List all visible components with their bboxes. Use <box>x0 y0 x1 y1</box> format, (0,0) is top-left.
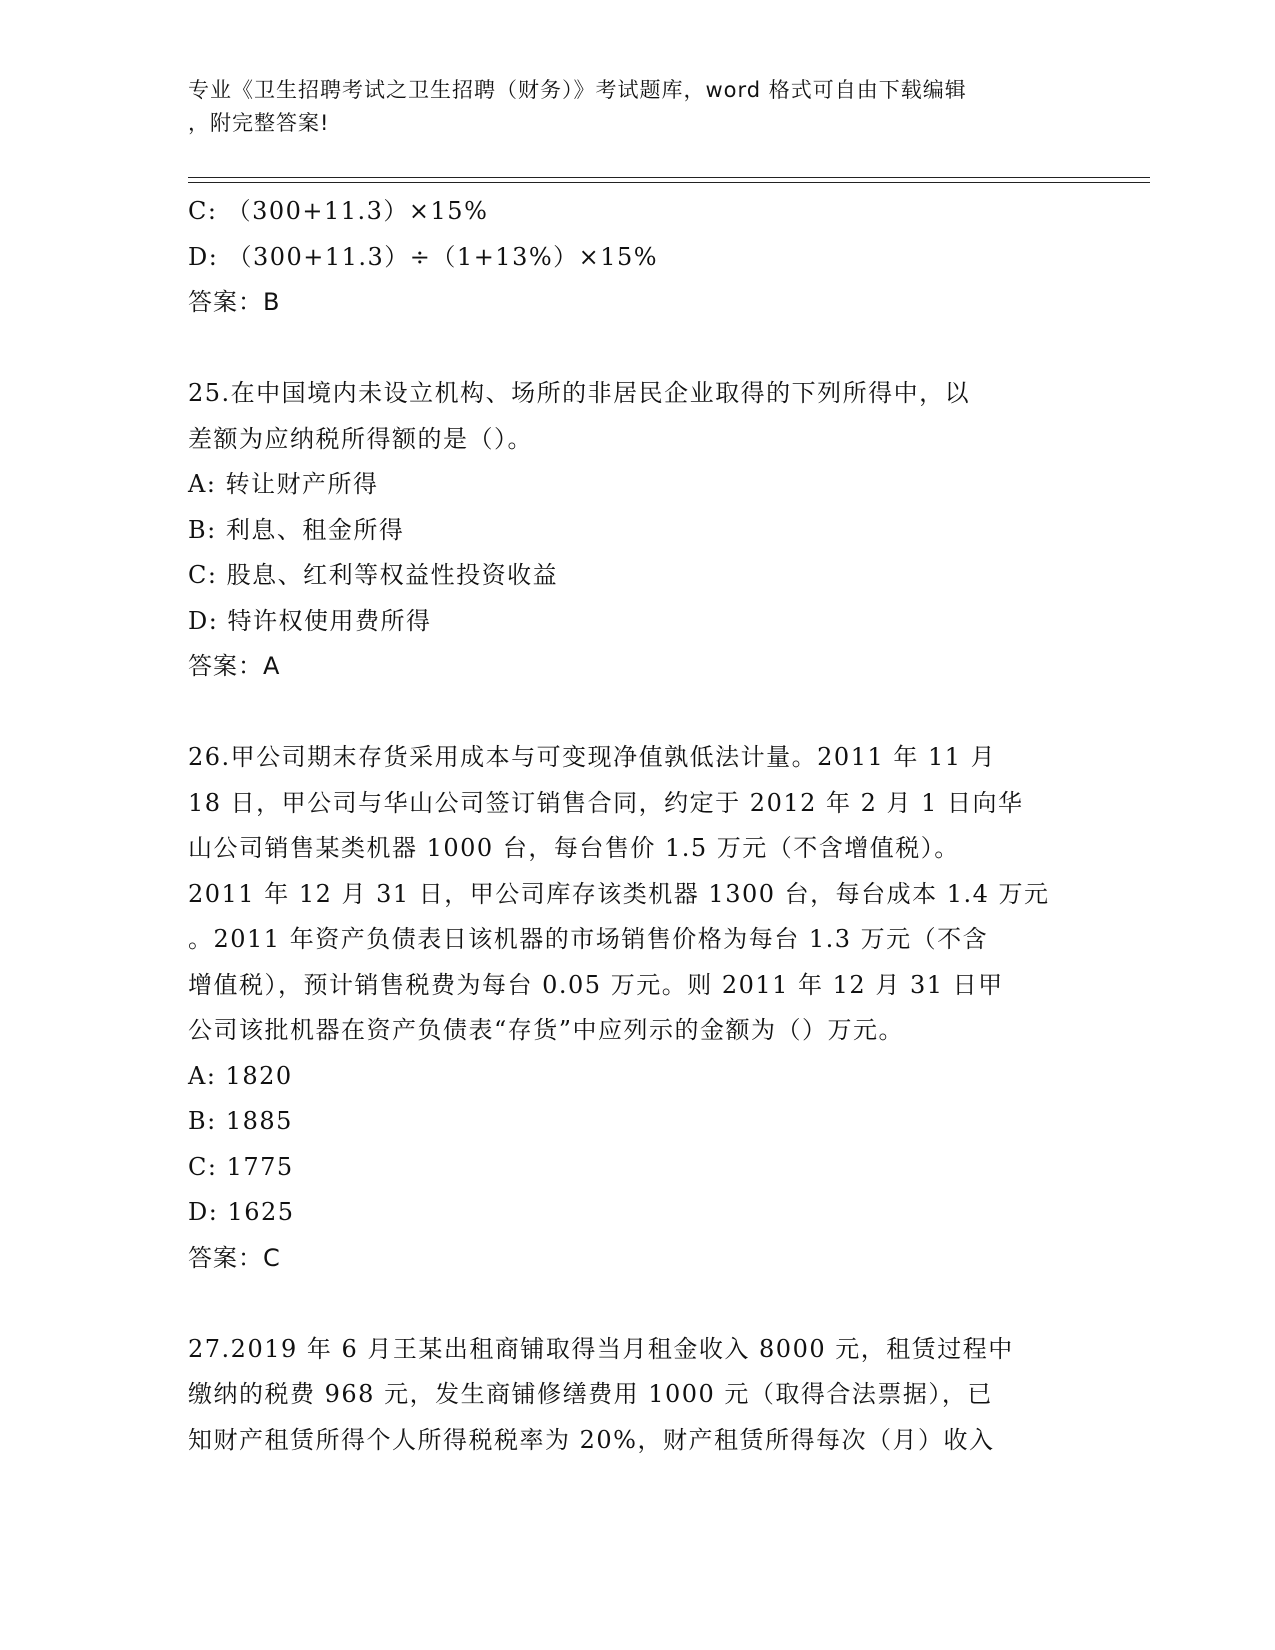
q26-option-a: A: 1820 <box>188 1061 293 1090</box>
header-divider-bottom <box>188 182 1150 183</box>
q27-stem-line-1: 27.2019 年 6 月王某出租商铺取得当月租金收入 8000 元，租赁过程中 <box>188 1334 1014 1363</box>
spacer <box>188 690 1088 736</box>
question-24 <box>188 189 1088 326</box>
q26-option-c: C: 1775 <box>188 1152 294 1181</box>
q27-stem-line-2: 缴纳的税费 968 元，发生商铺修缮费用 1000 元（取得合法票据），已 <box>188 1380 993 1408</box>
q26-stem-line-7: 公司该批机器在资产负债表“存货”中应列示的金额为（）万元。 <box>188 1016 905 1044</box>
q25-answer: 答案：A <box>188 652 281 680</box>
question-25 <box>188 371 1088 690</box>
q25-option-b: B: 利息、租金所得 <box>188 515 405 544</box>
question-27 <box>188 1327 1088 1464</box>
q26-answer: 答案：C <box>188 1243 281 1272</box>
q26-option-b: B: 1885 <box>188 1107 293 1135</box>
q25-option-c: C: 股息、红利等权益性投资收益 <box>188 561 559 589</box>
q24-answer: 答案：B <box>188 288 281 316</box>
header-line-2: ，附完整答案! <box>188 111 330 135</box>
q25-option-a: A: 转让财产所得 <box>188 470 379 498</box>
question-content <box>188 189 1088 1463</box>
header-line-1: 专业《卫生招聘考试之卫生招聘（财务）》考试题库，word 格式可自由下载编辑 <box>188 78 967 102</box>
q26-option-d: D: 1625 <box>188 1198 295 1226</box>
q25-option-d: D: 特许权使用费所得 <box>188 606 432 635</box>
q26-stem-line-2: 18 日，甲公司与华山公司签订销售合同，约定于 2012 年 2 月 1 日向华 <box>188 788 1024 817</box>
q26-stem-line-4: 2011 年 12 月 31 日，甲公司库存该类机器 1300 台，每台成本 1.4 万元 <box>188 879 1050 908</box>
q27-stem-line-3: 知财产租赁所得个人所得税税率为 20%，财产租赁所得每次（月）收入 <box>188 1425 995 1454</box>
q26-stem-line-3: 山公司销售某类机器 1000 台，每台售价 1.5 万元（不含增值税）。 <box>188 834 960 862</box>
q25-stem-line-1: 25.在中国境内未设立机构、场所的非居民企业取得的下列所得中，以 <box>188 379 971 407</box>
q26-stem-line-5: 。2011 年资产负债表日该机器的市场销售价格为每台 1.3 万元（不含 <box>188 925 989 953</box>
q26-stem-line-1: 26.甲公司期末存货采用成本与可变现净值孰低法计量。2011 年 11 月 <box>188 743 997 771</box>
page-header <box>188 74 1068 140</box>
q24-option-d: D: （300+11.3）÷（1+13%）×15% <box>188 242 659 271</box>
spacer <box>188 1281 1088 1327</box>
header-divider-top <box>188 177 1150 178</box>
q25-stem-line-2: 差额为应纳税所得额的是（）。 <box>188 424 533 453</box>
question-26 <box>188 735 1088 1281</box>
spacer <box>188 326 1088 372</box>
q24-option-c: C: （300+11.3）×15% <box>188 197 489 225</box>
q26-stem-line-6: 增值税），预计销售税费为每台 0.05 万元。则 2011 年 12 月 31 日甲 <box>188 970 1004 999</box>
